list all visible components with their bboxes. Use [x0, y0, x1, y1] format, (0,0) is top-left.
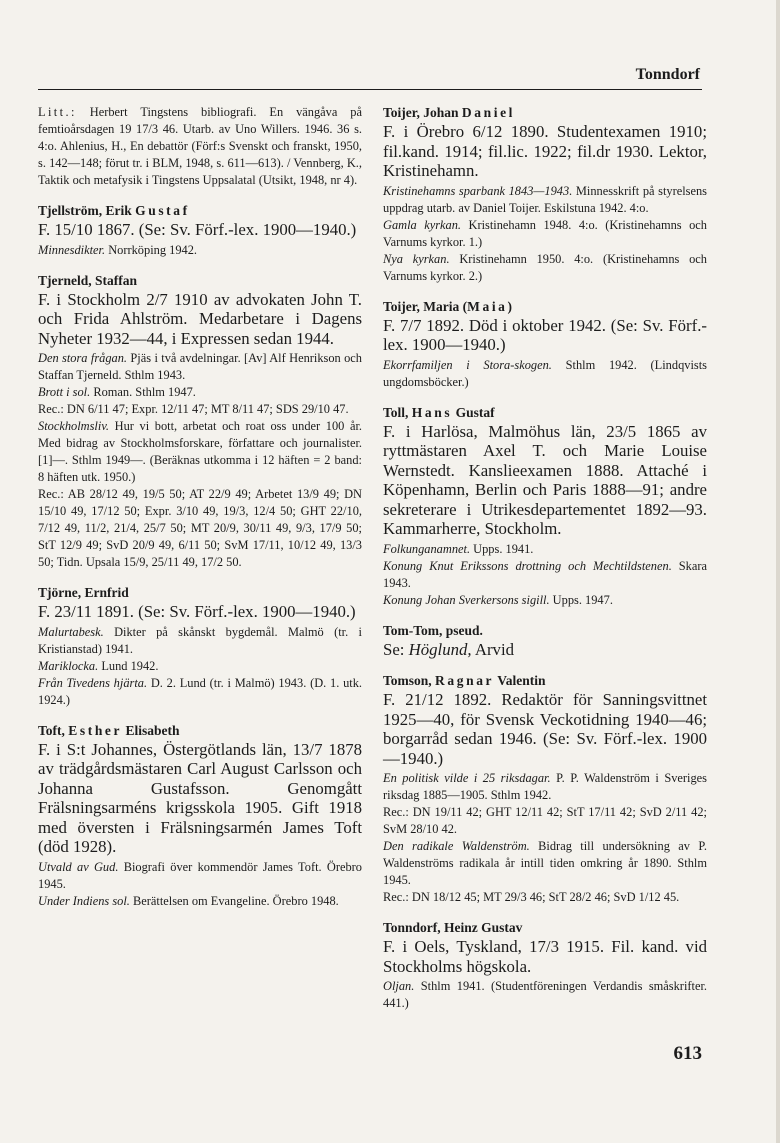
entry-tonndorf — [383, 919, 707, 1012]
entry-bio: F. i Harlösa, Malmöhus län, 23/5 1865 av ryttmästaren Axel T. och Marie Louise Wernstedt. Kanslieexamen 1888. Attaché i Köpenhamn, Berlin och Paris 1888—91; andre sekreterare i Utrikesdepartementet 1892—93. Kammarherre, Stockholm. — [383, 421, 707, 538]
work-line: Från Tivedens hjärta. D. 2. Lund (tr. i Malmö) 1943. (D. 1. utk. 1924.) — [38, 675, 362, 707]
work-line: Stockholmsliv. Hur vi bott, arbetat och roat oss under 100 år. Med bidrag av Stockholmsforskare, författare och journalister. [1]—. Sthlm 1949—. (Beräknas utkomma i 12 häften = 2 band: 8 häften utk. 1950.) — [38, 419, 362, 484]
litt-text: Herbert Tingstens bibliografi. En vängåva på femtioårsdagen 19 17/3 46. Utarb. av Uno Willers. 1946. 36 s. 4:o. Ahlenius, H., En debattör (Förf:s Svenskt och franskt, 1950, s. 142—148; förut tr. i BLM, 1948, s. 611—613). / Vennberg, K., Taktik och metafysik i Tingstens Uppsalatal (Utsikt, 1948, nr 4). — [38, 105, 362, 187]
review-line: Rec.: DN 19/11 42; GHT 12/11 42; StT 17/11 42; SvD 2/11 42; SvM 28/10 42. — [383, 805, 707, 836]
page-edge — [776, 0, 780, 1143]
entry-litt — [38, 104, 362, 189]
work-line: Ekorrfamiljen i Stora-skogen. Sthlm 1942. (Lindqvists ungdomsböcker.) — [383, 357, 707, 389]
entry-name: Tom-Tom, pseud. — [383, 622, 483, 638]
entry-toft — [38, 722, 362, 910]
work-line: Nya kyrkan. Kristinehamn 1950. 4:o. (Kristinehamns och Varnums kyrkor. 2.) — [383, 251, 708, 283]
entry-name: Tjörne, Ernfrid — [38, 585, 129, 600]
work-line: Oljan. Sthlm 1941. (Studentföreningen Verdandis småskrifter. 441.) — [383, 979, 707, 1010]
entry-name: Tjellström, Erik Gustaf — [38, 203, 190, 218]
work-line: En politisk vilde i 25 riksdagar. P. P. Waldenström i Sveriges riksdag 1885—1905. Sthlm 1942. — [383, 771, 707, 802]
entry-toll — [383, 404, 707, 609]
work-line: Mariklocka. Lund 1942. — [38, 658, 159, 673]
entry-bio: F. i S:t Johannes, Östergötlands län, 13/7 1878 av trädgårdsmästaren Carl August Carlsson och Johanna Gustafsson. Genomgått Frälsningsarméns krigsskola 1905. Gift 1918 med översten i Frälsningsarmén James Toft (död 1928). — [38, 739, 362, 856]
entry-bio: F. 7/7 1892. Död i oktober 1942. (Se: Sv. Förf.-lex. 1900—1940.) — [383, 315, 707, 354]
work-line: Utvald av Gud. Biografi över kommendör James Toft. Örebro 1945. — [38, 859, 362, 891]
entry-tomson — [383, 672, 707, 906]
entry-name: Tjerneld, Staffan — [38, 272, 137, 288]
entry-tjellstrom — [38, 202, 362, 259]
page-number: 613 — [673, 1043, 702, 1064]
entry-bio: F. i Oels, Tyskland, 17/3 1915. Fil. kand. vid Stockholms högskola. — [383, 937, 707, 976]
entry-name: Toll, Hans Gustaf — [383, 404, 495, 420]
see-reference: Se: Höglund, Arvid — [383, 639, 514, 659]
entry-tomtom — [383, 622, 707, 660]
litt-label: Litt.: — [38, 105, 77, 119]
work-line: Den stora frågan. Pjäs i två avdelningar. [Av] Alf Henrikson och Staffan Tjerneld. Sthlm 1943. — [38, 351, 363, 382]
entry-bio: F. 23/11 1891. (Se: Sv. Förf.-lex. 1900—1940.) — [38, 602, 356, 621]
review-line: Rec.: DN 6/11 47; Expr. 12/11 47; MT 8/11 47; SDS 29/10 47. — [38, 402, 349, 416]
work-line: Folkunganamnet. Upps. 1941. — [383, 541, 534, 556]
running-head: Tonndorf — [635, 66, 700, 83]
work-line: Brott i sol. Roman. Sthlm 1947. — [38, 385, 196, 399]
work-line: Minnesdikter. Norrköping 1942. — [38, 242, 197, 257]
entry-bio: F. 15/10 1867. (Se: Sv. Förf.-lex. 1900—1940.) — [38, 220, 357, 239]
work-line: Kristinehamns sparbank 1843—1943. Minnesskrift på styrelsens uppdrag utarb. av Daniel Toijer. Eskilstuna 1942. 4:o. — [383, 183, 707, 215]
entry-name: Toft, Esther Elisabeth — [38, 722, 180, 738]
right-column — [383, 104, 707, 1025]
entry-bio: F. i Örebro 6/12 1890. Studentexamen 1910; fil.kand. 1914; fil.lic. 1922; fil.dr 1930. Lektor, Kristinehamn. — [383, 122, 707, 180]
entry-name: Toijer, Maria (Maia) — [383, 298, 513, 314]
entry-bio: F. i Stockholm 2/7 1910 av advokaten John T. och Frida Ahlström. Medarbetare i Dagens Nyheter 1932—44, i Expressen sedan 1944. — [38, 289, 362, 348]
entry-bio: F. 21/12 1892. Redaktör för Sanningsvittnet 1925—40, för Svensk Veckotidning 1940—46; borgarråd sedan 1946. (Se: Sv. Förf.-lex. 1900—1940.) — [383, 690, 707, 768]
entry-name: Tonndorf, Heinz Gustav — [383, 920, 523, 935]
review-line: Rec.: DN 18/12 45; MT 29/3 46; StT 28/2 46; SvD 1/12 45. — [383, 890, 680, 904]
entry-tjerneld — [38, 272, 362, 572]
work-line: Under Indiens sol. Berättelsen om Evangeline. Örebro 1948. — [38, 893, 339, 908]
work-line: Den radikale Waldenström. Bidrag till undersökning av P. Waldenströms radikala år intill tiden omkring år 1890. Sthlm 1945. — [383, 839, 707, 887]
entry-name: Tomson, Ragnar Valentin — [383, 673, 546, 688]
header-rule — [38, 89, 702, 90]
entry-toijer-johan — [383, 104, 707, 285]
work-line: Konung Knut Erikssons drottning och Mechtildstenen. Skara 1943. — [383, 558, 707, 590]
entry-tjorne — [38, 584, 362, 709]
work-line: Gamla kyrkan. Kristinehamn 1948. 4:o. (Kristinehamns och Varnums kyrkor. 1.) — [383, 217, 708, 249]
entry-name: Toijer, Johan Daniel — [383, 105, 516, 120]
work-line: Konung Johan Sverkersons sigill. Upps. 1947. — [383, 592, 613, 607]
left-column — [38, 104, 362, 923]
entry-toijer-maria — [383, 298, 707, 391]
work-line: Malurtabesk. Dikter på skånskt bygdemål. Malmö (tr. i Kristianstad) 1941. — [38, 624, 362, 656]
review-line: Rec.: AB 28/12 49, 19/5 50; AT 22/9 49; Arbetet 13/9 49; DN 15/10 49, 17/12 50; Expr. 3/10 49, 19/3, 12/4 50; GHT 22/10, 7/12 49, 11/2, 21/4, 25/7 50; MT 20/9, 30/11 49, 9/3, 17/9 50; StT 12/9 49; SvD 20/9 49, 6/11 50; SvM 17/11, 10/12 49, 13/3 50; Tidn. Upsala 15/9, 25/11 49, 17/2 50. — [38, 487, 362, 569]
